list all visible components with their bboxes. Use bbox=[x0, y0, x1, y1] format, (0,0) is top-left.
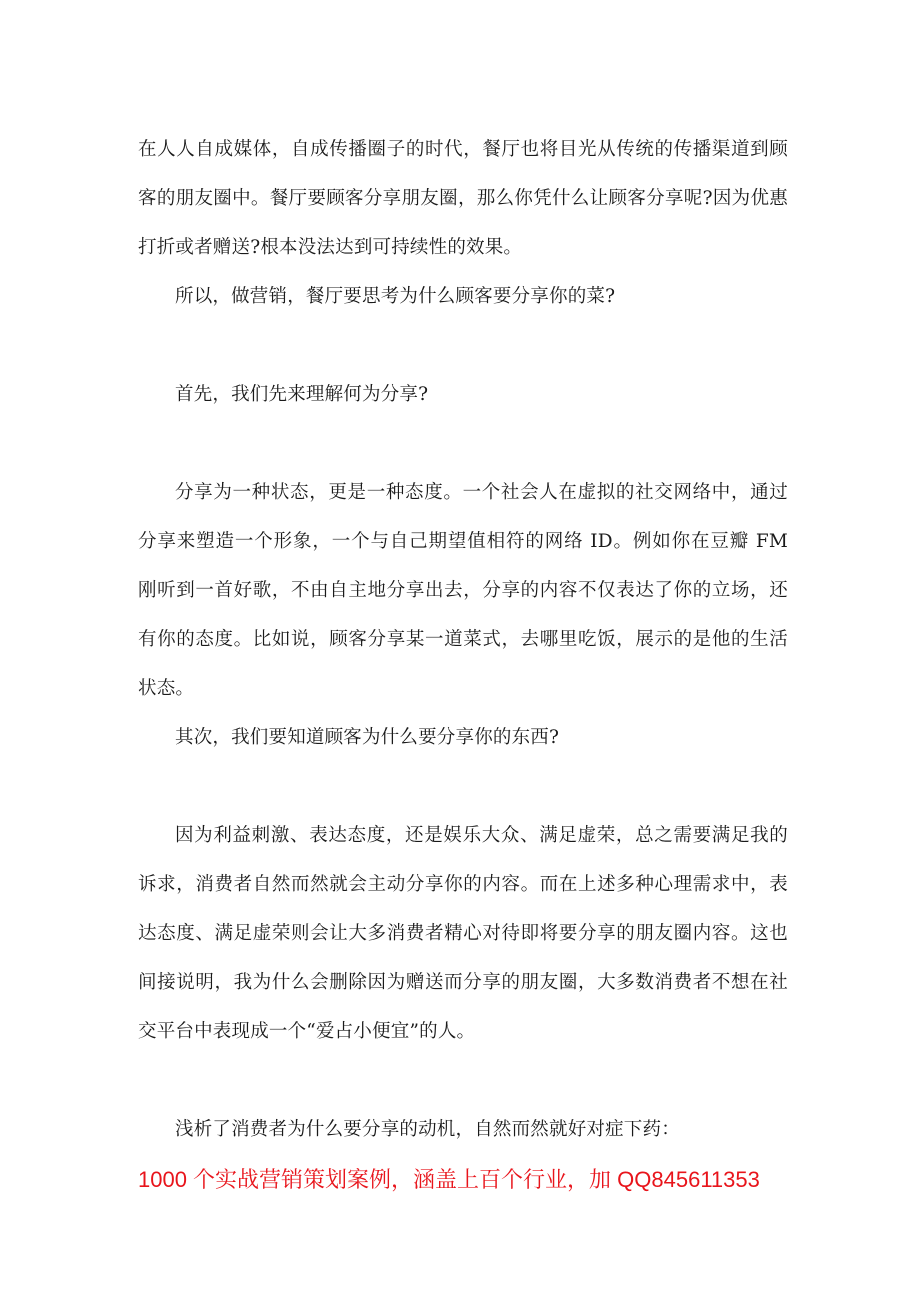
paragraph-intro: 在人人自成媒体，自成传播圈子的时代，餐厅也将目光从传统的传播渠道到顾客的朋友圈中。餐厅要顾客分享朋友圈，那么你凭什么让顾客分享呢?因为优惠打折或者赠送?根本没法达到可持续性的效果。 bbox=[138, 139, 788, 258]
paragraph-first-understand-sharing: 首先，我们先来理解何为分享? bbox=[175, 384, 429, 405]
paragraph-analysis-conclusion: 浅析了消费者为什么要分享的动机，自然而然就好对症下药： bbox=[175, 1119, 680, 1140]
paragraph-sharing-definition: 分享为一种状态，更是一种态度。一个社会人在虚拟的社交网络中，通过分享来塑造一个形象，一个与自己期望值相符的网络 ID。例如你在豆瓣 FM 刚听到一首好歌，不由自主地分享出去，分享的内容不仅表达了你的立场，还有你的态度。比如说，顾客分享某一道菜式，去哪里吃饭，展示的是他的生活状态。 bbox=[138, 482, 788, 699]
paragraph-second-why-share: 其次，我们要知道顾客为什么要分享你的东西? bbox=[175, 727, 560, 748]
paragraph-motivation: 因为利益刺激、表达态度，还是娱乐大众、满足虚荣，总之需要满足我的诉求，消费者自然而然就会主动分享你的内容。而在上述多种心理需求中，表达态度、满足虚荣则会让大多消费者精心对待即将要分享的朋友圈内容。这也间接说明，我为什么会删除因为赠送而分享的朋友圈，大多数消费者不想在社交平台中表现成一个“爱占小便宜”的人。 bbox=[138, 825, 788, 1042]
promo-text: 1000 个实战营销策划案例，涵盖上百个行业，加 QQ845611353 bbox=[138, 1167, 760, 1192]
paragraph-question-marketing: 所以，做营销，餐厅要思考为什么顾客要分享你的菜? bbox=[175, 286, 616, 307]
